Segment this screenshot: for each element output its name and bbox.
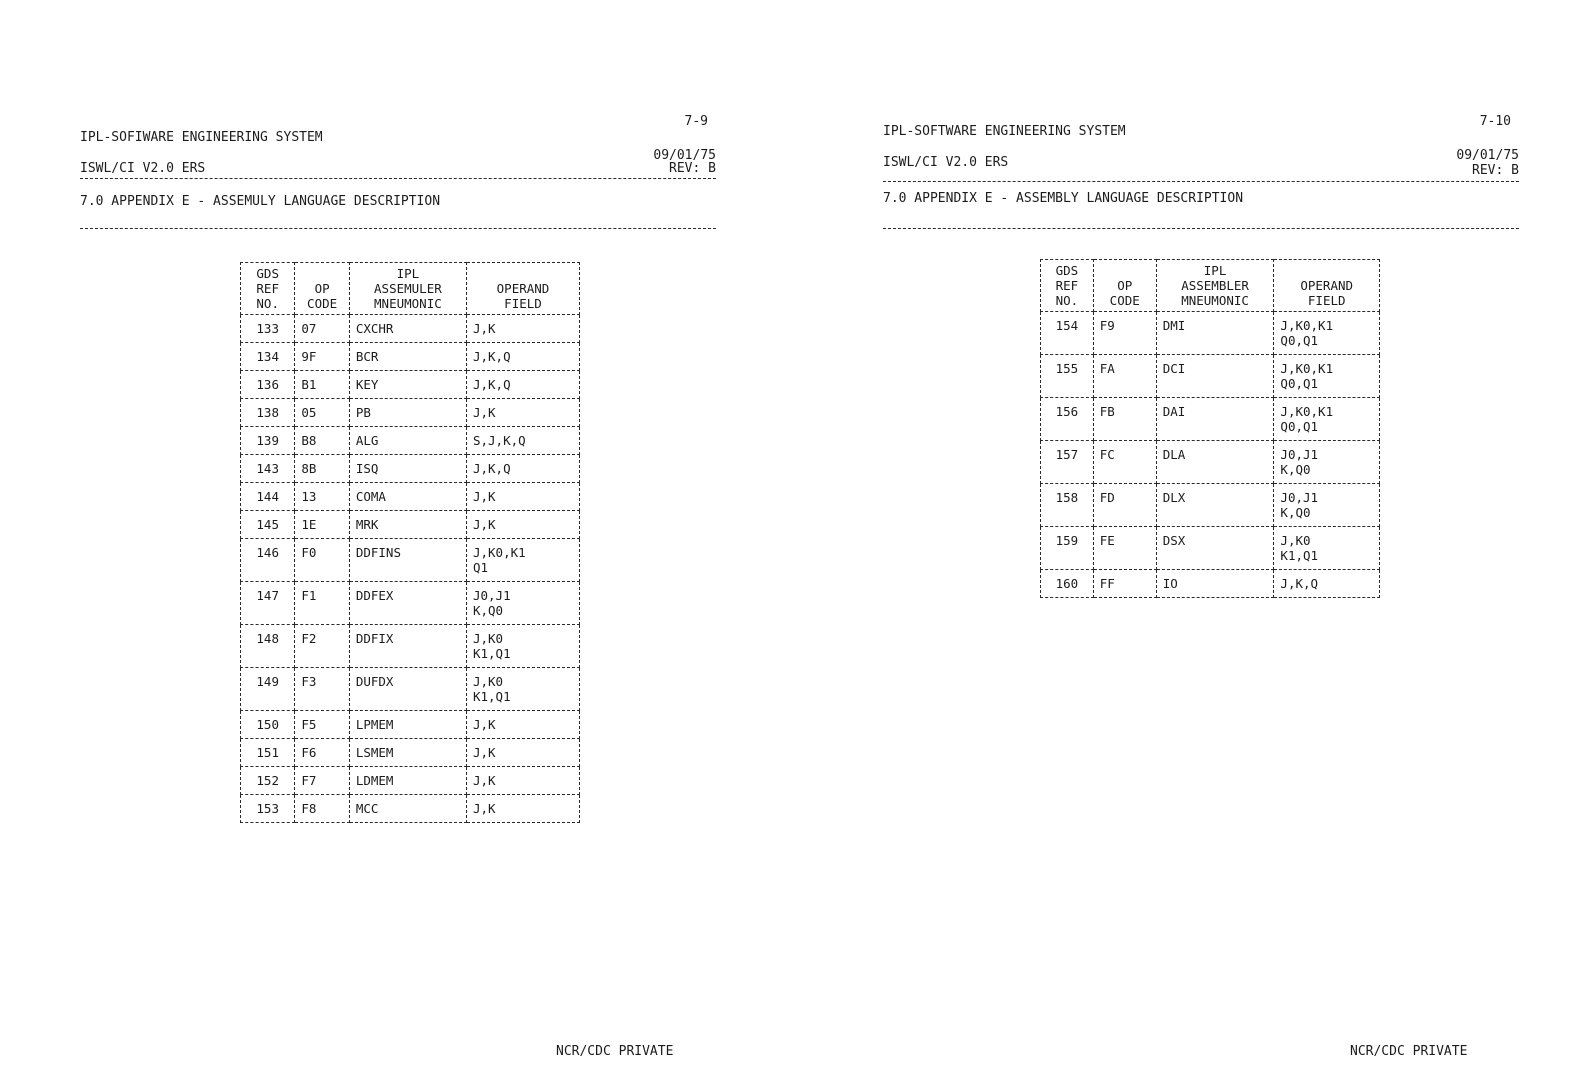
revision: REV: B — [1472, 163, 1519, 178]
gds-ref-cell: 157 — [1041, 441, 1094, 484]
gds-ref-cell: 144 — [241, 483, 295, 511]
mnemonic-cell: DDFIX — [349, 625, 466, 668]
table-row — [1041, 312, 1380, 355]
gds-ref-cell: 134 — [241, 343, 295, 371]
mnemonic-cell: MCC — [349, 795, 466, 823]
page-number: 7-10 — [1479, 114, 1511, 129]
header-rule — [883, 181, 1519, 182]
doc-id: ISWL/CI V2.0 ERS — [883, 155, 1009, 170]
table-row — [241, 511, 580, 539]
op-code-cell: 9F — [295, 343, 349, 371]
op-code-cell: F8 — [295, 795, 349, 823]
op-code-cell: F5 — [295, 711, 349, 739]
footer-private: NCR/CDC PRIVATE — [556, 1044, 674, 1059]
table-row — [241, 315, 580, 343]
gds-ref-cell: 138 — [241, 399, 295, 427]
operand-cell: J,K0,K1 Q0,Q1 — [1274, 398, 1380, 441]
mnemonic-cell: DDFINS — [349, 539, 466, 582]
operand-cell: J,K0 K1,Q1 — [466, 625, 579, 668]
gds-ref-cell: 145 — [241, 511, 295, 539]
op-code-cell: FB — [1093, 398, 1156, 441]
operand-cell: J,K — [466, 315, 579, 343]
operand-cell: J,K0,K1 Q0,Q1 — [1274, 355, 1380, 398]
mnemonic-cell: ALG — [349, 427, 466, 455]
op-code-cell: 13 — [295, 483, 349, 511]
operand-cell: J,K — [466, 739, 579, 767]
gds-ref-cell: 148 — [241, 625, 295, 668]
operand-cell: J,K,Q — [466, 343, 579, 371]
column-header: OP CODE — [295, 263, 349, 315]
operand-cell: J,K — [466, 795, 579, 823]
gds-ref-cell: 156 — [1041, 398, 1094, 441]
operand-cell: S,J,K,Q — [466, 427, 579, 455]
op-code-cell: F1 — [295, 582, 349, 625]
mnemonic-cell: DCI — [1156, 355, 1274, 398]
section-title: 7.0 APPENDIX E - ASSEMULY LANGUAGE DESCRIPTION — [80, 194, 441, 209]
table-row — [1041, 441, 1380, 484]
operand-cell: J,K,Q — [466, 371, 579, 399]
table-header-row — [241, 263, 580, 315]
op-code-cell: FF — [1093, 570, 1156, 598]
column-header: GDS REF NO. — [1041, 260, 1094, 312]
mnemonic-cell: COMA — [349, 483, 466, 511]
op-code-cell: F0 — [295, 539, 349, 582]
table-row — [241, 539, 580, 582]
gds-ref-cell: 158 — [1041, 484, 1094, 527]
document-page-right — [791, 0, 1582, 1080]
operand-cell: J0,J1 K,Q0 — [1274, 441, 1380, 484]
op-code-cell: F7 — [295, 767, 349, 795]
table-row — [241, 399, 580, 427]
gds-ref-cell: 143 — [241, 455, 295, 483]
table-row — [241, 795, 580, 823]
gds-ref-cell: 133 — [241, 315, 295, 343]
gds-ref-cell: 152 — [241, 767, 295, 795]
gds-ref-cell: 146 — [241, 539, 295, 582]
gds-ref-cell: 154 — [1041, 312, 1094, 355]
table-row — [241, 582, 580, 625]
gds-ref-cell: 147 — [241, 582, 295, 625]
table-row — [1041, 527, 1380, 570]
gds-ref-cell: 151 — [241, 739, 295, 767]
table-row — [241, 483, 580, 511]
footer-private: NCR/CDC PRIVATE — [1350, 1044, 1468, 1059]
table-row — [1041, 355, 1380, 398]
gds-ref-cell: 159 — [1041, 527, 1094, 570]
mnemonic-cell: DAI — [1156, 398, 1274, 441]
mnemonic-cell: LSMEM — [349, 739, 466, 767]
table-row — [241, 455, 580, 483]
doc-id: ISWL/CI V2.0 ERS — [80, 161, 206, 176]
op-code-cell: FD — [1093, 484, 1156, 527]
mnemonic-cell: DLA — [1156, 441, 1274, 484]
op-code-cell: 8B — [295, 455, 349, 483]
table-row — [241, 625, 580, 668]
header-rule — [80, 178, 716, 179]
gds-ref-cell: 139 — [241, 427, 295, 455]
table-row — [241, 343, 580, 371]
op-code-cell: F9 — [1093, 312, 1156, 355]
operand-cell: J,K0,K1 Q1 — [466, 539, 579, 582]
section-rule — [80, 228, 716, 229]
mnemonic-cell: DUFDX — [349, 668, 466, 711]
mnemonic-cell: PB — [349, 399, 466, 427]
table-row — [1041, 398, 1380, 441]
table-row — [1041, 570, 1380, 598]
column-header: OP CODE — [1093, 260, 1156, 312]
column-header: IPL ASSEMBLER MNEUMONIC — [1156, 260, 1274, 312]
operand-cell: J,K,Q — [1274, 570, 1380, 598]
page-number: 7-9 — [684, 114, 708, 129]
op-code-cell: FE — [1093, 527, 1156, 570]
op-code-cell: F6 — [295, 739, 349, 767]
system-title: IPL-SOFIWARE ENGINEERING SYSTEM — [80, 130, 323, 145]
opcode-table — [1040, 259, 1380, 598]
mnemonic-cell: KEY — [349, 371, 466, 399]
opcode-table — [240, 262, 580, 823]
mnemonic-cell: ISQ — [349, 455, 466, 483]
op-code-cell: 07 — [295, 315, 349, 343]
mnemonic-cell: LDMEM — [349, 767, 466, 795]
column-header: OPERAND FIELD — [1274, 260, 1380, 312]
table-row — [241, 767, 580, 795]
op-code-cell: 1E — [295, 511, 349, 539]
operand-cell: J,K — [466, 711, 579, 739]
mnemonic-cell: BCR — [349, 343, 466, 371]
column-header: GDS REF NO. — [241, 263, 295, 315]
op-code-cell: FA — [1093, 355, 1156, 398]
mnemonic-cell: DDFEX — [349, 582, 466, 625]
gds-ref-cell: 150 — [241, 711, 295, 739]
mnemonic-cell: DMI — [1156, 312, 1274, 355]
operand-cell: J,K0 K1,Q1 — [466, 668, 579, 711]
table-row — [1041, 484, 1380, 527]
gds-ref-cell: 160 — [1041, 570, 1094, 598]
op-code-cell: 05 — [295, 399, 349, 427]
mnemonic-cell: MRK — [349, 511, 466, 539]
column-header: OPERAND FIELD — [466, 263, 579, 315]
gds-ref-cell: 153 — [241, 795, 295, 823]
mnemonic-cell: IO — [1156, 570, 1274, 598]
table-row — [241, 739, 580, 767]
operand-cell: J,K — [466, 483, 579, 511]
table-row — [241, 668, 580, 711]
operand-cell: J0,J1 K,Q0 — [466, 582, 579, 625]
table-header-row — [1041, 260, 1380, 312]
gds-ref-cell: 149 — [241, 668, 295, 711]
operand-cell: J,K0,K1 Q0,Q1 — [1274, 312, 1380, 355]
op-code-cell: F3 — [295, 668, 349, 711]
gds-ref-cell: 136 — [241, 371, 295, 399]
mnemonic-cell: LPMEM — [349, 711, 466, 739]
system-title: IPL-SOFTWARE ENGINEERING SYSTEM — [883, 124, 1126, 139]
revision: REV: B — [669, 161, 716, 176]
table-row — [241, 427, 580, 455]
operand-cell: J,K — [466, 399, 579, 427]
column-header: IPL ASSEMULER MNEUMONIC — [349, 263, 466, 315]
gds-ref-cell: 155 — [1041, 355, 1094, 398]
operand-cell: J,K,Q — [466, 455, 579, 483]
doc-date: 09/01/75 — [653, 148, 716, 163]
op-code-cell: B1 — [295, 371, 349, 399]
section-title: 7.0 APPENDIX E - ASSEMBLY LANGUAGE DESCRIPTION — [883, 191, 1244, 206]
table-row — [241, 711, 580, 739]
op-code-cell: F2 — [295, 625, 349, 668]
operand-cell: J,K0 K1,Q1 — [1274, 527, 1380, 570]
mnemonic-cell: DSX — [1156, 527, 1274, 570]
mnemonic-cell: DLX — [1156, 484, 1274, 527]
operand-cell: J0,J1 K,Q0 — [1274, 484, 1380, 527]
op-code-cell: FC — [1093, 441, 1156, 484]
mnemonic-cell: CXCHR — [349, 315, 466, 343]
table-row — [241, 371, 580, 399]
op-code-cell: B8 — [295, 427, 349, 455]
section-rule — [883, 228, 1519, 229]
operand-cell: J,K — [466, 511, 579, 539]
operand-cell: J,K — [466, 767, 579, 795]
doc-date: 09/01/75 — [1456, 148, 1519, 163]
